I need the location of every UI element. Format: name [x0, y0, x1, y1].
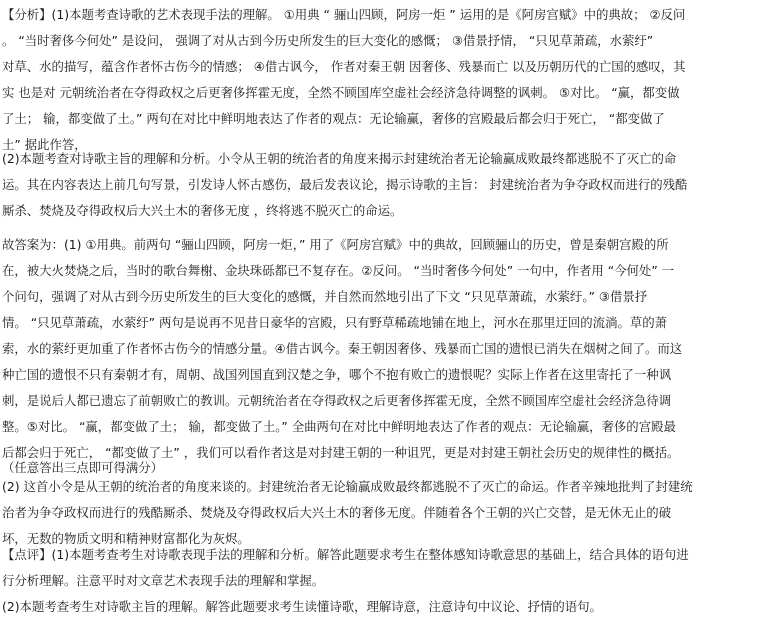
text-line: 。 “当时奢侈今何处” 是设问， 强调了对从古到今历史所发生的巨大变化的感慨； ③借景抒情， “只见草萧疏，水萦纡”	[2, 33, 654, 48]
analysis-part2-section	[0, 146, 780, 224]
text-line: (2)本题考查考生对诗歌主旨的理解。解答此题要求考生读懂诗歌，理解诗意，注意诗句中议论、抒情的语句。	[2, 599, 602, 614]
text-line: 实 也是对 元朝统治者在夺得政权之后更奢侈挥霍无度，全然不顾国库空虚社会经济急待调整的讽刺。 ⑤对比。 “赢，都变做	[2, 85, 680, 100]
comment-section	[0, 542, 780, 620]
text-line: 【分析】(1)本题考查诗歌的艺术表现手法的理解。 ①用典 “ 骊山四顾，阿房一炬 ” 运用的是《阿房宫赋》中的典故； ②反问	[2, 7, 686, 22]
answer-section	[0, 232, 780, 466]
text-line: 土” 据此作答，	[2, 137, 87, 152]
text-line: 运。其在内容表达上前几句写景，引发诗人怀古感伤，最后发表议论，揭示诗歌的主旨： 封建统治者为争夺政权而进行的残酷	[2, 177, 688, 192]
text-line: (2)本题考查对诗歌主旨的理解和分析。小令从王朝的统治者的角度来揭示封建统治者无论输赢成败最终都逃脱不了灭亡的命	[2, 151, 677, 166]
text-line: 对草、水的描写，蕴含作者怀古伤今的情感； ④借古讽今， 作者对秦王朝 因奢侈、残暴而亡 以及历朝历代的亡国的感叹，其	[2, 59, 686, 74]
text-line: 刺，是说后人都已遗忘了前朝败亡的教训。元朝统治者在夺得政权之后更奢侈挥霍无度，全然不顾国库空虚社会经济急待调	[2, 393, 672, 408]
text-line: (2) 这首小令是从王朝的统治者的角度来谈的。封建统治者无论输赢成败最终都逃脱不了灭亡的命运。作者辛辣地批判了封建统	[2, 479, 693, 494]
analysis-section	[0, 2, 780, 158]
text-line: 了土； 输，都变做了土。” 两句在对比中鲜明地表达了作者的观点：无论输赢，奢侈的宫殿最后都会归于死亡， “都变做了	[2, 111, 665, 126]
answer-part2-section	[0, 474, 780, 552]
text-line: 在，被大火焚烧之后，当时的歌台舞榭、金块珠砾都已不复存在。②反问。 “当时奢侈今何处” 一句中，作者用 “今何处” 一	[2, 263, 675, 278]
text-line: 整。⑤对比。 “赢，都变做了土； 输，都变做了土。” 全曲两句在对比中鲜明地表达了作者的观点：无论输赢，奢侈的宫殿最	[2, 419, 676, 434]
text-line: 情。 “只见草萧疏，水萦纡” 两句是说再不见昔日豪华的宫殿，只有野草稀疏地铺在地上，河水在那里迂回的流淌。草的萧	[2, 315, 668, 330]
text-line: 故答案为：(1) ①用典。前两句 “骊山四顾，阿房一炬，” 用了《阿房宫赋》中的典故，回顾骊山的历史，曾是秦朝宫殿的所	[2, 237, 669, 252]
text-line: 后都会归于死亡， “都变做了土” ，我们可以看作者这是对封建王朝的一种诅咒，更是对封建王朝社会历史的规律性的概括。	[2, 445, 680, 460]
text-line: （任意答出三点即可得满分）	[2, 460, 164, 475]
text-line: 行分析理解。注意平时对文章艺术表现手法的理解和掌握。	[2, 573, 325, 588]
text-line: 治者为争夺政权而进行的残酷厮杀、焚烧及夺得政权后大兴土木的奢侈无度。伴随着各个王朝的兴亡交替，是无休无止的破	[2, 505, 672, 520]
text-line: 种亡国的遗恨不只有秦朝才有，周朝、战国列国直到汉楚之争，哪个不抱有败亡的遗恨呢？实际上作者在这里寄托了一种讽	[2, 367, 672, 382]
text-line: 厮杀、焚烧及夺得政权后大兴土木的奢侈无度 ，终将逃不脱灭亡的命运。	[2, 203, 403, 218]
text-line: 坏，无数的物质文明和精神财富都化为灰烬。	[2, 531, 250, 546]
text-line: 索，水的萦纡更加重了作者怀古伤今的情感分量。④借古讽今。秦王朝因奢侈、残暴而亡国的遗恨已消失在烟树之间了。而这	[2, 341, 683, 356]
text-line: 【点评】(1)本题考查考生对诗歌表现手法的理解和分析。解答此题要求考生在整体感知诗歌意思的基础上，结合具体的语句进	[2, 547, 689, 562]
text-line: 个问句，强调了对从古到今历史所发生的巨大变化的感慨，并自然而然地引出了下文 “只见草萧疏，水萦纡。” ③借景抒	[2, 289, 648, 304]
